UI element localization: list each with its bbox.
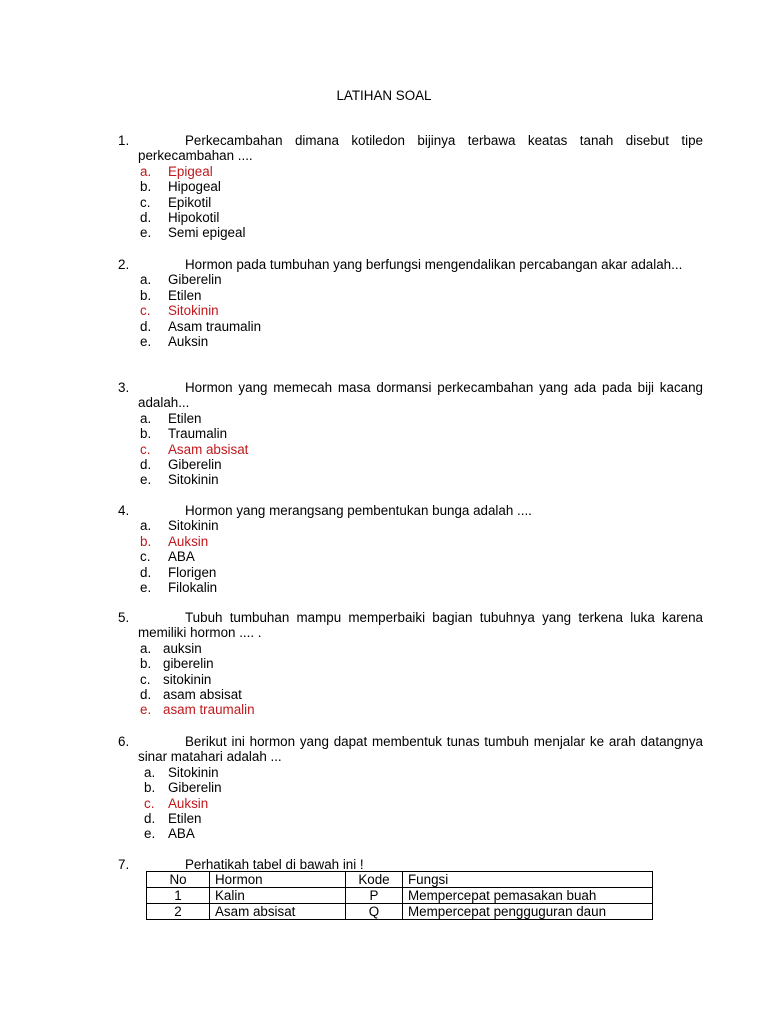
option-text: auksin: [163, 640, 202, 656]
question-number: 6.: [118, 734, 130, 749]
option-c: [140, 549, 703, 564]
table-row: [147, 904, 653, 920]
option-letter: b.: [140, 656, 152, 672]
question-1: [118, 133, 703, 241]
option-text: Auksin: [168, 795, 209, 811]
option-letter: c.: [144, 795, 155, 811]
question-2: [118, 257, 703, 349]
option-e: [140, 702, 703, 717]
option-text: ABA: [168, 549, 195, 565]
option-c: [140, 672, 703, 687]
question-text: Tubuh tumbuhan mampu memperbaiki bagian tubuhnya yang terkena luka karena memiliki hormon .... .: [138, 610, 703, 641]
option-text: Sitokinin: [168, 472, 219, 488]
option-letter: b.: [140, 179, 152, 195]
option-letter: a.: [140, 410, 152, 426]
table-cell: 2: [147, 904, 210, 920]
table-cell: Mempercepat pengguguran daun: [403, 904, 653, 920]
option-c: [140, 195, 703, 210]
option-a: [140, 518, 703, 533]
option-a: [140, 641, 703, 656]
option-text: Florigen: [168, 564, 217, 580]
option-a: [144, 765, 703, 780]
option-c: [140, 303, 703, 318]
option-letter: b.: [140, 426, 152, 442]
option-a: [140, 411, 703, 426]
option-c: [144, 796, 703, 811]
question-text: Berikut ini hormon yang dapat membentuk tunas tumbuh menjalar ke arah datangnya sinar matahari adalah ...: [138, 734, 703, 765]
question-number: 3.: [118, 380, 130, 395]
option-text: Giberelin: [168, 780, 222, 796]
option-letter: e.: [140, 225, 152, 241]
option-b: [140, 656, 703, 671]
option-letter: d.: [140, 456, 152, 472]
option-text: asam absisat: [163, 686, 242, 702]
option-e: [140, 472, 703, 487]
option-d: [144, 811, 703, 826]
option-letter: e.: [140, 579, 152, 595]
option-letter: d.: [140, 564, 152, 580]
option-text: ABA: [168, 826, 195, 842]
header-fungsi: Fungsi: [403, 872, 653, 888]
option-e: [144, 826, 703, 841]
table-cell: Asam absisat: [210, 904, 346, 920]
option-e: [140, 225, 703, 240]
option-text: Sitokinin: [168, 518, 219, 534]
question-text: Perkecambahan dimana kotiledon bijinya terbawa keatas tanah disebut tipe perkecambahan ....: [138, 133, 703, 164]
option-text: Asam traumalin: [168, 318, 262, 334]
option-d: [140, 210, 703, 225]
option-d: [140, 687, 703, 702]
option-text: Hipogeal: [168, 179, 221, 195]
question-text: Perhatikah tabel di bawah ini !: [185, 857, 364, 872]
option-text: Giberelin: [168, 272, 222, 288]
option-letter: c.: [140, 194, 151, 210]
option-letter: d.: [144, 810, 156, 826]
option-letter: a.: [140, 640, 152, 656]
option-text: Auksin: [168, 533, 209, 549]
option-letter: e.: [140, 702, 152, 718]
option-c: [140, 442, 703, 457]
option-letter: d.: [140, 209, 152, 225]
option-text: asam traumalin: [163, 702, 255, 718]
option-b: [140, 426, 703, 441]
option-e: [140, 334, 703, 349]
header-no: No: [147, 872, 210, 888]
option-text: Etilen: [168, 410, 202, 426]
option-text: Traumalin: [168, 426, 228, 442]
table-cell: Q: [346, 904, 403, 920]
question-text: Hormon pada tumbuhan yang berfungsi mengendalikan percabangan akar adalah...: [185, 257, 683, 272]
option-list: [140, 518, 703, 595]
question-number: 7.: [118, 857, 130, 872]
option-letter: c.: [140, 441, 151, 457]
option-text: Hipokotil: [168, 209, 220, 225]
option-list: [140, 272, 703, 349]
option-text: Epikotil: [168, 194, 212, 210]
option-letter: a.: [140, 518, 152, 534]
question-text: Hormon yang memecah masa dormansi perkecambahan yang ada pada biji kacang adalah...: [138, 380, 703, 411]
option-b: [144, 780, 703, 795]
option-text: Auksin: [168, 333, 209, 349]
option-text: Etilen: [168, 810, 202, 826]
option-letter: c.: [140, 671, 151, 687]
option-text: Filokalin: [168, 579, 218, 595]
question-5: [118, 610, 703, 718]
table-cell: 1: [147, 888, 210, 904]
option-letter: b.: [140, 287, 152, 303]
option-letter: a.: [140, 272, 152, 288]
option-b: [140, 534, 703, 549]
option-e: [140, 580, 703, 595]
question-6: [118, 734, 703, 842]
option-letter: e.: [144, 826, 156, 842]
option-d: [140, 319, 703, 334]
option-d: [140, 457, 703, 472]
option-b: [140, 179, 703, 194]
option-text: Sitokinin: [168, 303, 219, 319]
option-text: Giberelin: [168, 456, 222, 472]
table-header-row: [147, 872, 653, 888]
option-text: Etilen: [168, 287, 202, 303]
option-letter: d.: [140, 318, 152, 334]
hormone-table: [146, 871, 653, 920]
option-d: [140, 565, 703, 580]
option-text: Sitokinin: [168, 764, 219, 780]
option-letter: a.: [140, 163, 152, 179]
question-number: 4.: [118, 503, 130, 518]
option-list: [140, 164, 703, 241]
question-number: 2.: [118, 257, 130, 272]
header-hormon: Hormon: [210, 872, 346, 888]
table-cell: Mempercepat pemasakan buah: [403, 888, 653, 904]
option-text: giberelin: [163, 656, 214, 672]
option-letter: c.: [140, 303, 151, 319]
option-list: [140, 641, 703, 718]
page-title: LATIHAN SOAL: [336, 88, 432, 103]
table-cell: Kalin: [210, 888, 346, 904]
question-text: Hormon yang merangsang pembentukan bunga adalah ....: [185, 503, 532, 518]
option-text: Epigeal: [168, 163, 213, 179]
option-text: Semi epigeal: [168, 225, 246, 241]
option-letter: b.: [144, 780, 156, 796]
option-letter: c.: [140, 549, 151, 565]
option-letter: b.: [140, 533, 152, 549]
question-number: 1.: [118, 133, 130, 148]
option-text: Asam absisat: [168, 441, 249, 457]
header-kode: Kode: [346, 872, 403, 888]
option-a: [140, 272, 703, 287]
option-letter: d.: [140, 686, 152, 702]
option-list: [144, 765, 703, 842]
question-3: [118, 380, 703, 488]
option-letter: e.: [140, 472, 152, 488]
option-b: [140, 288, 703, 303]
question-4: [118, 503, 703, 595]
table-row: [147, 888, 653, 904]
option-a: [140, 164, 703, 179]
option-letter: e.: [140, 333, 152, 349]
table-cell: P: [346, 888, 403, 904]
option-letter: a.: [144, 764, 156, 780]
question-number: 5.: [118, 610, 130, 625]
option-list: [140, 411, 703, 488]
option-text: sitokinin: [163, 671, 212, 687]
